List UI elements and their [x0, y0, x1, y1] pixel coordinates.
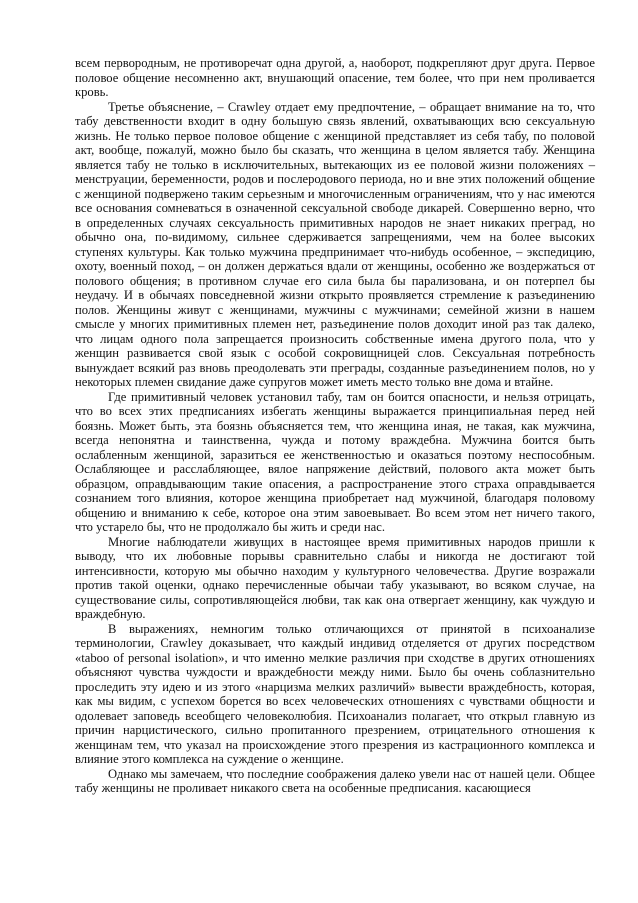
paragraph-3: Где примитивный человек установил табу, там он боится опасности, и нельзя отрицать, что во всех этих предписаниях избегать женщины выражается принципиальная перед ней боязнь. Может быть, эта боязнь объясняется тем, что женщина иная, не такая, как мужчина, всегда непонятна и таинственна, чужда и потому враждебна. Мужчина боится быть ослабленным женщиной, заразиться ее женственностью и оказаться поэтому неспособным. Ослабляющее и расслабляющее, вялое напряжение действий, полового акта может быть образцом, оправдывающим такие опасения, а распространение этого страха оправдывается сознанием того влияния, которое женщина приобретает над мужчиной, благодаря половому общению и вниманию к себе, которое она этим завоевывает. Во всем этом нет ничего такого, что устарело бы, что не продолжало бы жить и среди нас. — [75, 389, 595, 534]
paragraph-2: Третье объяснение, – Crawley отдает ему предпочтение, – обращает внимание на то, что табу девственности входит в одну большую связь явлений, охватывающих всю сексуальную жизнь. Не только первое половое общение с женщиной представляет из себя табу, по половой акт, вообще, пожалуй, можно было бы сказать, что женщина в целом является табу. Женщина является табу не только в исключительных, вытекающих из ее половой жизни положениях – менструации, беременности, родов и послеродового периода, но и вне этих положений общение с женщиной подвержено таким серьезным и многочисленным ограничениям, что у нас имеются все основания сомневаться в означенной сексуальной свободе дикарей. Совершенно верно, что в определенных случаях сексуальность примитивных народов не знает никаких преград, но обычно она, по-видимому, сильнее сдерживается запрещениями, чем на более высоких ступенях культуры. Как только мужчина предпринимает что-нибудь особенное, – экспедицию, охоту, военный поход, – он должен держаться вдали от женщины, особенно же воздержаться от полового общения; в противном случае его сила была бы парализована, и он потерпел бы неудачу. И в обычаях повседневной жизни открыто проявляется стремление к разъединению полов. Женщины живут с женщинами, мужчины с мужчинами; семейной жизни в нашем смысле у многих примитивных племен нет, разъединение полов доходит иной раз так далеко, что лицам одного пола запрещается произносить собственные имена другого пола, что у женщин развивается свой язык с особой сокровищницей слов. Сексуальная потребность вынуждает всякий раз вновь преодолевать эти преграды, созданные разъединением полов, но у некоторых племен свидание даже супругов может иметь место только вне дома и втайне. — [75, 99, 595, 389]
paragraph-6: Однако мы замечаем, что последние соображения далеко увели нас от нашей цели. Общее табу женщины не проливает никакого света на особенные предписания. касающиеся — [75, 766, 595, 795]
paragraph-4: Многие наблюдатели живущих в настоящее время примитивных народов пришли к выводу, что их любовные порывы сравнительно слабы и никогда не достигают той интенсивности, которую мы обычно находим у культурного человечества. Другие возражали против такой оценки, однако перечисленные обычаи табу указывают, во всяком случае, на существование силы, сопротивляющейся любви, так как она отвергает женщину, как чуждую и враждебную. — [75, 534, 595, 621]
paragraph-1: всем первородным, не противоречат одна другой, а, наоборот, подкрепляют друг друга. Первое половое общение несомненно акт, внушающий опасение, тем более, что при нем проливается кровь. — [75, 56, 595, 99]
paragraph-5: В выражениях, немногим только отличающихся от принятой в психоанализе терминологии, Crawley доказывает, что каждый индивид отделяется от других посредством «taboo of personal isolation», и что именно мелкие различия при сходстве в других отношениях объясняют чувства чуждости и враждебности между ними. Было бы очень соблазнительно проследить эту идею и из этого «нарцизма мелких различий» вывести враждебность, которая, как мы видим, с успехом борется во всех человеческих отношениях с чувствами общности и одолевает заповедь всеобщего человеколюбия. Психоанализ полагает, что открыл главную из причин нарцистического, сильно пропитанного презрением, отрицательного отношения к женщинам тем, что указал на происхождение этого презрения из кастрационного комплекса и влияние этого комплекса на суждение о женщине. — [75, 621, 595, 766]
document-page — [75, 56, 595, 796]
